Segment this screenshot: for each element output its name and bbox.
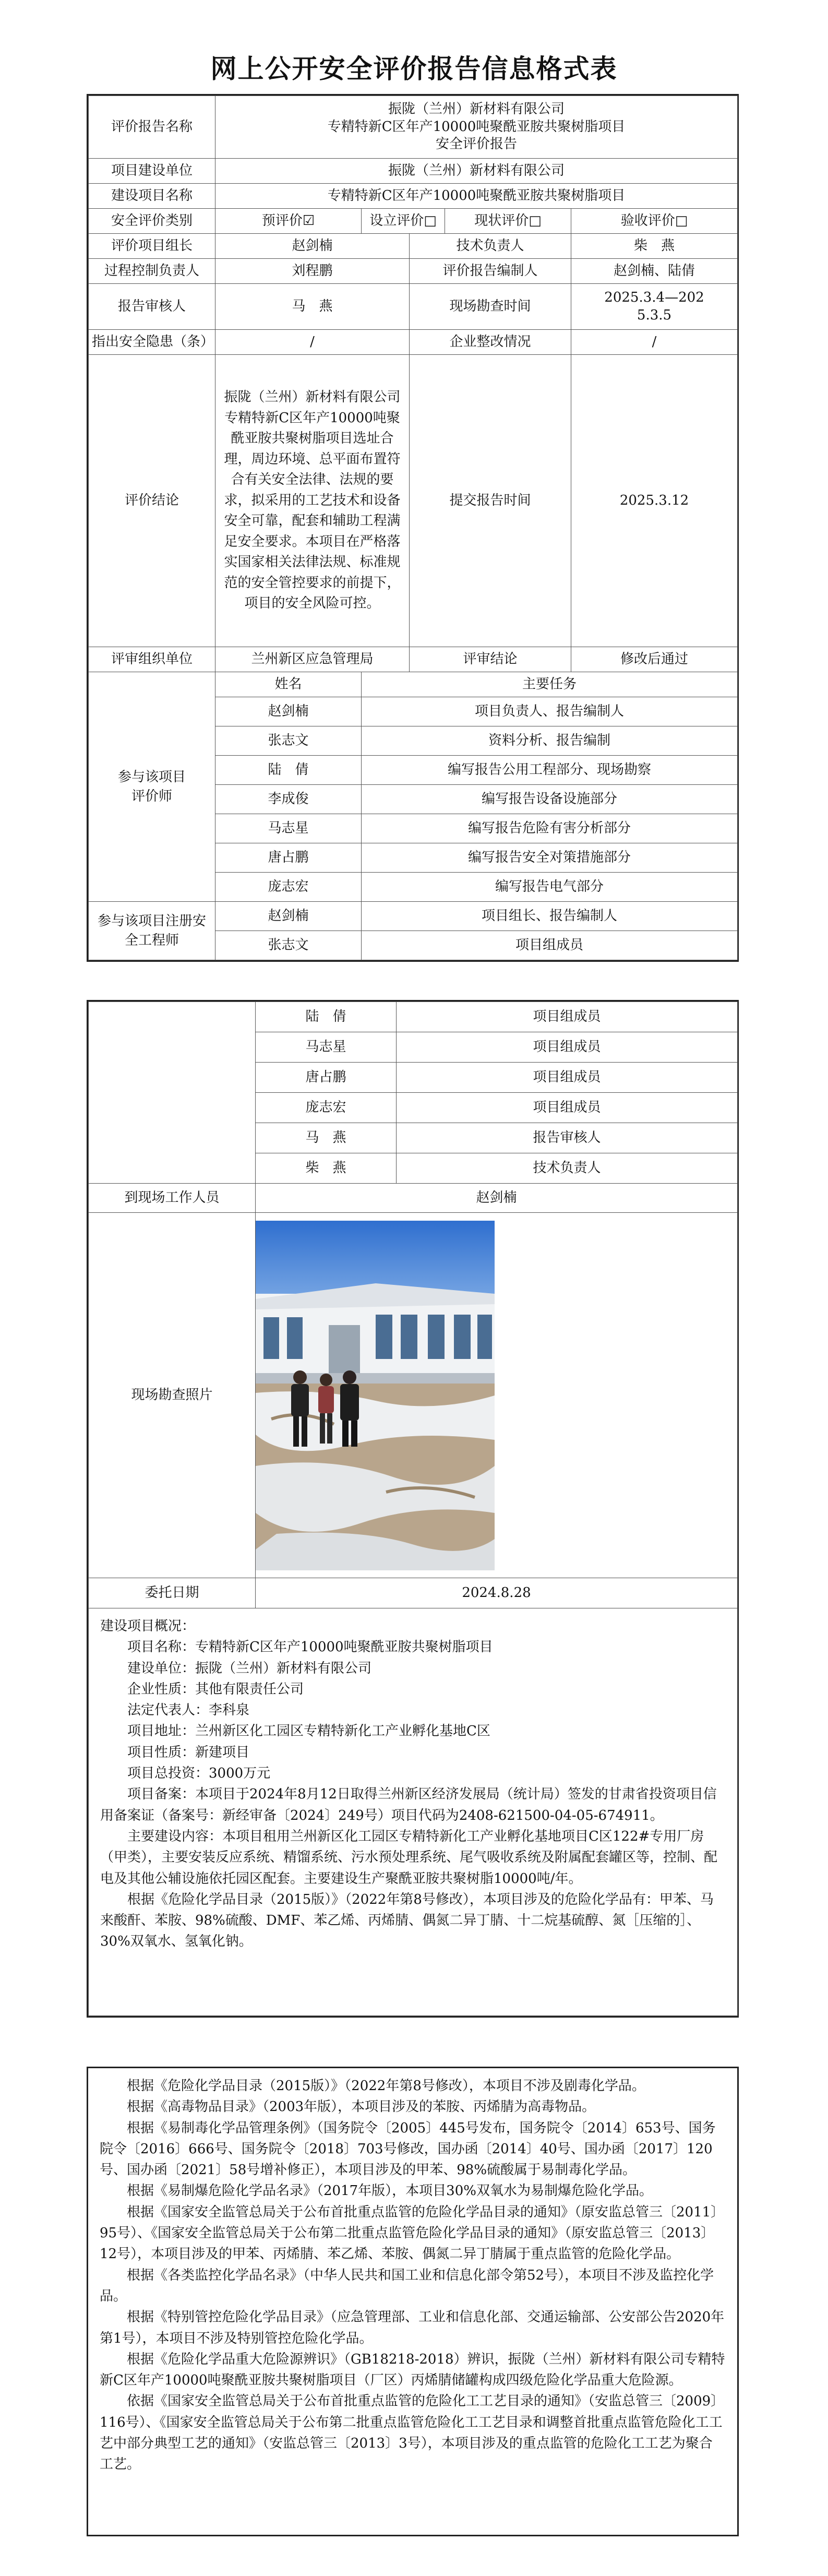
engineer-task: 项目组成员 [397,1002,738,1032]
analysis-paragraph: 根据《易制爆危险化学品名录》（2017年版），本项目30%双氧水为易制爆危险化学品。 [127,2183,653,2199]
engineers-label: 参与该项目注册安全工程师 [89,902,215,960]
entrust-date-label: 委托日期 [89,1578,256,1608]
site-info-table [88,1001,738,2016]
rectification-value: / [571,330,738,355]
site-photo-label: 现场勘查照片 [89,1213,256,1578]
engineer-name: 张志文 [215,931,362,960]
analysis-paragraph: 根据《危险化学品目录（2015版）》（2022年第8号修改），本项目不涉及剧毒化学品。 [127,2078,645,2094]
engineer-name: 赵剑楠 [215,902,362,931]
analysis-paragraph: 根据《各类监控化学品名录》（中华人民共和国工业和信息化部令第52号），本项目不涉及监控化学品。 [100,2267,714,2304]
hazard-count-label: 指出安全隐患（条） [89,330,215,355]
hazard-analysis [88,2068,737,2483]
analysis-paragraph: 根据《易制毒化学品管理条例》（国务院令〔2005〕445号发布，国务院令〔2014〕653号、国务院令〔2016〕666号、国务院令〔2018〕703号修改，国办函〔2014〕40号、国办函〔2017〕120号、国办函〔2021〕58号增补修正），本项目涉及的甲苯、98%硫酸属于易制毒化学品。 [100,2120,716,2178]
engineer-task: 技术负责人 [397,1153,738,1184]
overview-item: 项目性质：新建项目 [127,1744,250,1760]
form-page-2 [87,1000,739,2018]
overview-item: 企业性质：其他有限责任公司 [127,1681,304,1697]
evaluator-task: 编写报告安全对策措施部分 [362,843,738,873]
report-editor-value: 赵剑楠、陆倩 [571,259,738,284]
engineer-name: 庞志宏 [256,1093,397,1123]
evaluator-name: 李成俊 [215,785,362,814]
overview-item: 项目地址：兰州新区化工园区专精特新化工产业孵化基地C区 [127,1723,490,1739]
analysis-paragraph: 根据《特别管控危险化学品目录》（应急管理部、工业和信息化部、交通运输部、公安部公告2020年第1号），本项目不涉及特别管控危险化学品。 [100,2309,725,2346]
overview-paragraph: 主要建设内容：本项目租用兰州新区化工园区专精特新化工产业孵化基地项目C区122#专用厂房（甲类），主要安装反应系统、精馏系统、污水预处理系统、尾气吸收系统及附属配套罐区等，控制、配电及其他公辅设施依托园区配套。主要建设生产聚酰亚胺共聚树脂10000吨/年。 [100,1828,718,1887]
category-status: 现状评价□ [445,209,571,234]
report-name-value: 振陇（兰州）新材料有限公司 专精特新C区年产10000吨聚酰亚胺共聚树脂项目 安全评价报告 [215,96,738,159]
category-pre-evaluation: 预评价☑ [215,209,362,234]
process-control-value: 刘程鹏 [215,259,410,284]
task-column-header: 主要任务 [362,672,738,697]
evaluator-task: 编写报告危险有害分析部分 [362,814,738,843]
evaluation-category-label: 安全评价类别 [89,209,215,234]
evaluator-task: 资料分析、报告编制 [362,726,738,756]
team-leader-value: 赵剑楠 [215,234,410,259]
technical-lead-value: 柴 燕 [571,234,738,259]
project-name-label: 建设项目名称 [89,184,215,209]
rectification-label: 企业整改情况 [410,330,571,355]
overview-heading: 建设项目概况： [100,1618,196,1634]
team-leader-label: 评价项目组长 [89,234,215,259]
construction-unit-label: 项目建设单位 [89,159,215,184]
engineer-task: 项目组成员 [362,931,738,960]
category-establishment: 设立评价□ [362,209,445,234]
evaluators-label: 参与该项目评价师 [89,672,215,902]
form-page-1 [87,94,739,962]
overview-item: 项目总投资：3000万元 [127,1766,271,1782]
site-photo-image [256,1221,495,1570]
review-result-label: 评审结论 [410,647,571,672]
project-name-value: 专精特新C区年产10000吨聚酰亚胺共聚树脂项目 [215,184,738,209]
engineer-name: 马 燕 [256,1123,397,1153]
conclusion-label: 评价结论 [89,355,215,647]
evaluator-task: 项目负责人、报告编制人 [362,697,738,726]
engineer-name: 唐占鹏 [256,1063,397,1093]
site-staff-label: 到现场工作人员 [89,1184,256,1213]
engineer-name: 马志星 [256,1032,397,1063]
submit-time-label: 提交报告时间 [410,355,571,647]
project-overview [89,1608,738,2016]
evaluator-name: 陆 倩 [215,756,362,785]
form-page-3 [87,2067,739,2536]
process-control-label: 过程控制负责人 [89,259,215,284]
analysis-paragraph: 根据《国家安全监管总局关于公布首批重点监管的危险化学品目录的通知》（原安监总管三〔2011〕95号）、《国家安全监管总局关于公布第二批重点监管危险化学品目录的通知》（原安监总管三〔2013〕12号），本项目涉及的甲苯、丙烯腈、苯乙烯、苯胺、偶氮二异丁腈属于重点监管的危险化学品。 [100,2204,725,2262]
evaluator-name: 张志文 [215,726,362,756]
engineer-name: 柴 燕 [256,1153,397,1184]
hazard-count-value: / [215,330,410,355]
review-unit-value: 兰州新区应急管理局 [215,647,410,672]
evaluator-task: 编写报告设备设施部分 [362,785,738,814]
overview-paragraph: 项目备案：本项目于2024年8月12日取得兰州新区经济发展局（统计局）签发的甘肃省投资项目信用备案证（备案号：新经审备〔2024〕249号）项目代码为2408-621500-04-05-674911。 [100,1786,717,1823]
site-staff-value: 赵剑楠 [256,1184,738,1213]
technical-lead-label: 技术负责人 [410,234,571,259]
engineer-task: 项目组成员 [397,1093,738,1123]
review-result-value: 修改后通过 [571,647,738,672]
evaluator-task: 编写报告电气部分 [362,873,738,902]
construction-unit-value: 振陇（兰州）新材料有限公司 [215,159,738,184]
report-editor-label: 评价报告编制人 [410,259,571,284]
engineer-name: 陆 倩 [256,1002,397,1032]
evaluator-name: 马志星 [215,814,362,843]
overview-item: 法定代表人：李科泉 [127,1702,250,1719]
survey-time-label: 现场勘查时间 [410,284,571,330]
entrust-date-value: 2024.8.28 [256,1578,738,1608]
category-acceptance: 验收评价□ [571,209,738,234]
evaluator-name: 唐占鹏 [215,843,362,873]
overview-item: 建设单位：振陇（兰州）新材料有限公司 [127,1660,372,1676]
overview-paragraph: 根据《危险化学品目录（2015版）》（2022年第8号修改），本项目涉及的危险化学品有：甲苯、马来酸酐、苯胺、98%硫酸、DMF、苯乙烯、丙烯腈、偶氮二异丁腈、十二烷基硫醇、氮［压缩的］、30%双氧水、氢氧化钠。 [100,1891,714,1950]
overview-item: 项目名称：专精特新C区年产10000吨聚酰亚胺共聚树脂项目 [127,1639,493,1655]
report-auditor-label: 报告审核人 [89,284,215,330]
analysis-paragraph: 根据《高毒物品目录》（2003年版），本项目涉及的苯胺、丙烯腈为高毒物品。 [127,2099,596,2115]
evaluator-name: 庞志宏 [215,873,362,902]
evaluator-name: 赵剑楠 [215,697,362,726]
survey-time-value: 2025.3.4—202 5.3.5 [571,284,738,330]
submit-time-value: 2025.3.12 [571,355,738,647]
review-unit-label: 评审组织单位 [89,647,215,672]
page-title: 网上公开安全评价报告信息格式表 [210,53,618,84]
report-name-label: 评价报告名称 [89,96,215,159]
report-info-table [88,96,738,960]
engineer-task: 项目组成员 [397,1063,738,1093]
analysis-paragraph: 根据《危险化学品重大危险源辨识》（GB18218-2018）辨识，振陇（兰州）新材料有限公司专精特新C区年产10000吨聚酰亚胺共聚树脂项目（厂区）丙烯腈储罐构成四级危险化学品重大危险源。 [100,2351,725,2389]
analysis-paragraph: 依据《国家安全监管总局关于公布首批重点监管的危险化工工艺目录的通知》（安监总管三〔2009〕116号）、《国家安全监管总局关于公布第二批重点监管危险化工工艺目录和调整首批重点监管危险化工工艺中部分典型工艺的通知》（安监总管三〔2013〕3号），本项目涉及的重点监管的危险化工工艺为聚合工艺。 [100,2393,725,2473]
engineer-task: 报告审核人 [397,1123,738,1153]
site-survey-photo [256,1221,495,1570]
evaluator-task: 编写报告公用工程部分、现场勘察 [362,756,738,785]
name-column-header: 姓名 [215,672,362,697]
conclusion-text: 振陇（兰州）新材料有限公司专精特新C区年产10000吨聚酰亚胺共聚树脂项目选址合理，周边环境、总平面布置符合有关安全法律、法规的要求，拟采用的工艺技术和设备安全可靠，配套和辅助工程满足安全要求。本项目在严格落实国家相关法律法规、标准规范的安全管控要求的前提下，项目的安全风险可控。 [215,355,410,647]
engineer-task: 项目组长、报告编制人 [362,902,738,931]
engineer-task: 项目组成员 [397,1032,738,1063]
report-auditor-value: 马 燕 [215,284,410,330]
